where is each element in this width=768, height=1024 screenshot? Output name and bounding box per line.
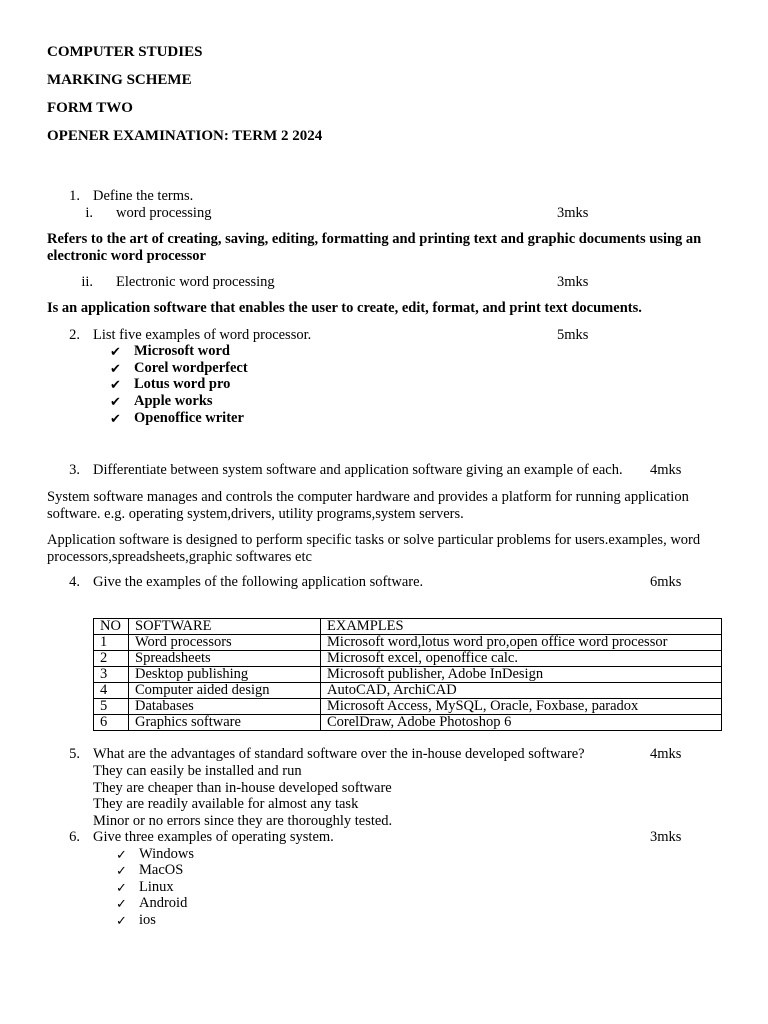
q6-item: MacOS	[139, 862, 184, 878]
q3-prompt: Differentiate between system software and application software giving an example of each.	[93, 462, 623, 478]
check-icon: ✔	[110, 395, 121, 410]
q5-answer: They are readily available for almost any task	[93, 796, 359, 812]
q1-number: 1.	[69, 188, 80, 204]
q5-marks: 4mks	[650, 746, 682, 762]
cell-no: 2	[94, 651, 129, 667]
check-icon: ✓	[116, 864, 127, 879]
cell-no: 4	[94, 683, 129, 699]
q1-part-ii-answer: Is an application software that enables the user to create, edit, format, and print text documents.	[47, 300, 642, 316]
q5-answer: They are cheaper than in-house developed software	[93, 780, 392, 796]
q6-item: ios	[139, 912, 156, 928]
q2-item: Microsoft word	[134, 343, 230, 359]
software-examples-table	[93, 618, 722, 731]
cell-no: 5	[94, 699, 129, 715]
q2-number: 2.	[69, 327, 80, 343]
q1-prompt: Define the terms.	[93, 188, 194, 204]
cell-software: Graphics software	[129, 715, 321, 731]
q2-item: Apple works	[134, 393, 213, 409]
cell-examples: Microsoft excel, openoffice calc.	[321, 651, 722, 667]
cell-no: 6	[94, 715, 129, 731]
check-icon: ✓	[116, 881, 127, 896]
q3-answer-system: System software manages and controls the computer hardware and provides a platform for running application software. e.g. operating system,drivers, utility programs,system servers.	[47, 489, 689, 522]
q3-answer-application: Application software is designed to perform specific tasks or solve particular problems for users.examples, word processors,spreadsheets,graphic softwares etc	[47, 532, 701, 565]
header-no: NO	[94, 619, 129, 635]
check-icon: ✓	[116, 897, 127, 912]
q1-part-ii-marks: 3mks	[557, 274, 589, 290]
q6-item: Windows	[139, 846, 194, 862]
table-row	[94, 683, 722, 699]
cell-examples: Microsoft word,lotus word pro,open office word processor	[321, 635, 722, 651]
cell-examples: AutoCAD, ArchiCAD	[321, 683, 722, 699]
q1-part-i-answer: Refers to the art of creating, saving, editing, formatting and printing text and graphic documents using an electronic word processor	[47, 231, 702, 264]
check-icon: ✓	[116, 914, 127, 929]
cell-examples: Microsoft Access, MySQL, Oracle, Foxbase, paradox	[321, 699, 722, 715]
q2-prompt: List five examples of word processor.	[93, 327, 312, 343]
table-row	[94, 699, 722, 715]
q6-item: Android	[139, 895, 188, 911]
table-header-row	[94, 619, 722, 635]
q2-marks: 5mks	[557, 327, 589, 343]
check-icon: ✔	[110, 378, 121, 393]
q4-prompt: Give the examples of the following application software.	[93, 574, 424, 590]
check-icon: ✔	[110, 362, 121, 377]
cell-software: Word processors	[129, 635, 321, 651]
subject-heading: COMPUTER STUDIES	[47, 44, 203, 60]
q1-part-ii-term: Electronic word processing	[116, 274, 275, 290]
q3-marks: 4mks	[650, 462, 682, 478]
q6-marks: 3mks	[650, 829, 682, 845]
q6-number: 6.	[69, 829, 80, 845]
cell-no: 1	[94, 635, 129, 651]
q1-part-i-marks: 3mks	[557, 205, 589, 221]
cell-examples: Microsoft publisher, Adobe InDesign	[321, 667, 722, 683]
exam-heading: OPENER EXAMINATION: TERM 2 2024	[47, 128, 323, 144]
q1-part-ii-numeral: ii.	[81, 274, 93, 290]
table-row	[94, 635, 722, 651]
cell-software: Spreadsheets	[129, 651, 321, 667]
q3-number: 3.	[69, 462, 80, 478]
q6-item: Linux	[139, 879, 174, 895]
table-row	[94, 667, 722, 683]
doc-type-heading: MARKING SCHEME	[47, 72, 192, 88]
header-software: SOFTWARE	[129, 619, 321, 635]
q2-item: Openoffice writer	[134, 410, 244, 426]
cell-software: Desktop publishing	[129, 667, 321, 683]
check-icon: ✔	[110, 345, 121, 360]
q2-item: Corel wordperfect	[134, 360, 248, 376]
q1-part-i-numeral: i.	[85, 205, 93, 221]
table-row	[94, 651, 722, 667]
q5-answer: Minor or no errors since they are thoroughly tested.	[93, 813, 393, 829]
check-icon: ✓	[116, 848, 127, 863]
cell-examples: CorelDraw, Adobe Photoshop 6	[321, 715, 722, 731]
table-row	[94, 715, 722, 731]
cell-software: Computer aided design	[129, 683, 321, 699]
q6-prompt: Give three examples of operating system.	[93, 829, 334, 845]
q5-number: 5.	[69, 746, 80, 762]
q5-answer: They can easily be installed and run	[93, 763, 302, 779]
q5-prompt: What are the advantages of standard software over the in-house developed software?	[93, 746, 585, 762]
check-icon: ✔	[110, 412, 121, 427]
q2-item: Lotus word pro	[134, 376, 231, 392]
cell-no: 3	[94, 667, 129, 683]
q4-marks: 6mks	[650, 574, 682, 590]
q4-number: 4.	[69, 574, 80, 590]
cell-software: Databases	[129, 699, 321, 715]
header-examples: EXAMPLES	[321, 619, 722, 635]
q1-part-i-term: word processing	[116, 205, 212, 221]
form-heading: FORM TWO	[47, 100, 133, 116]
